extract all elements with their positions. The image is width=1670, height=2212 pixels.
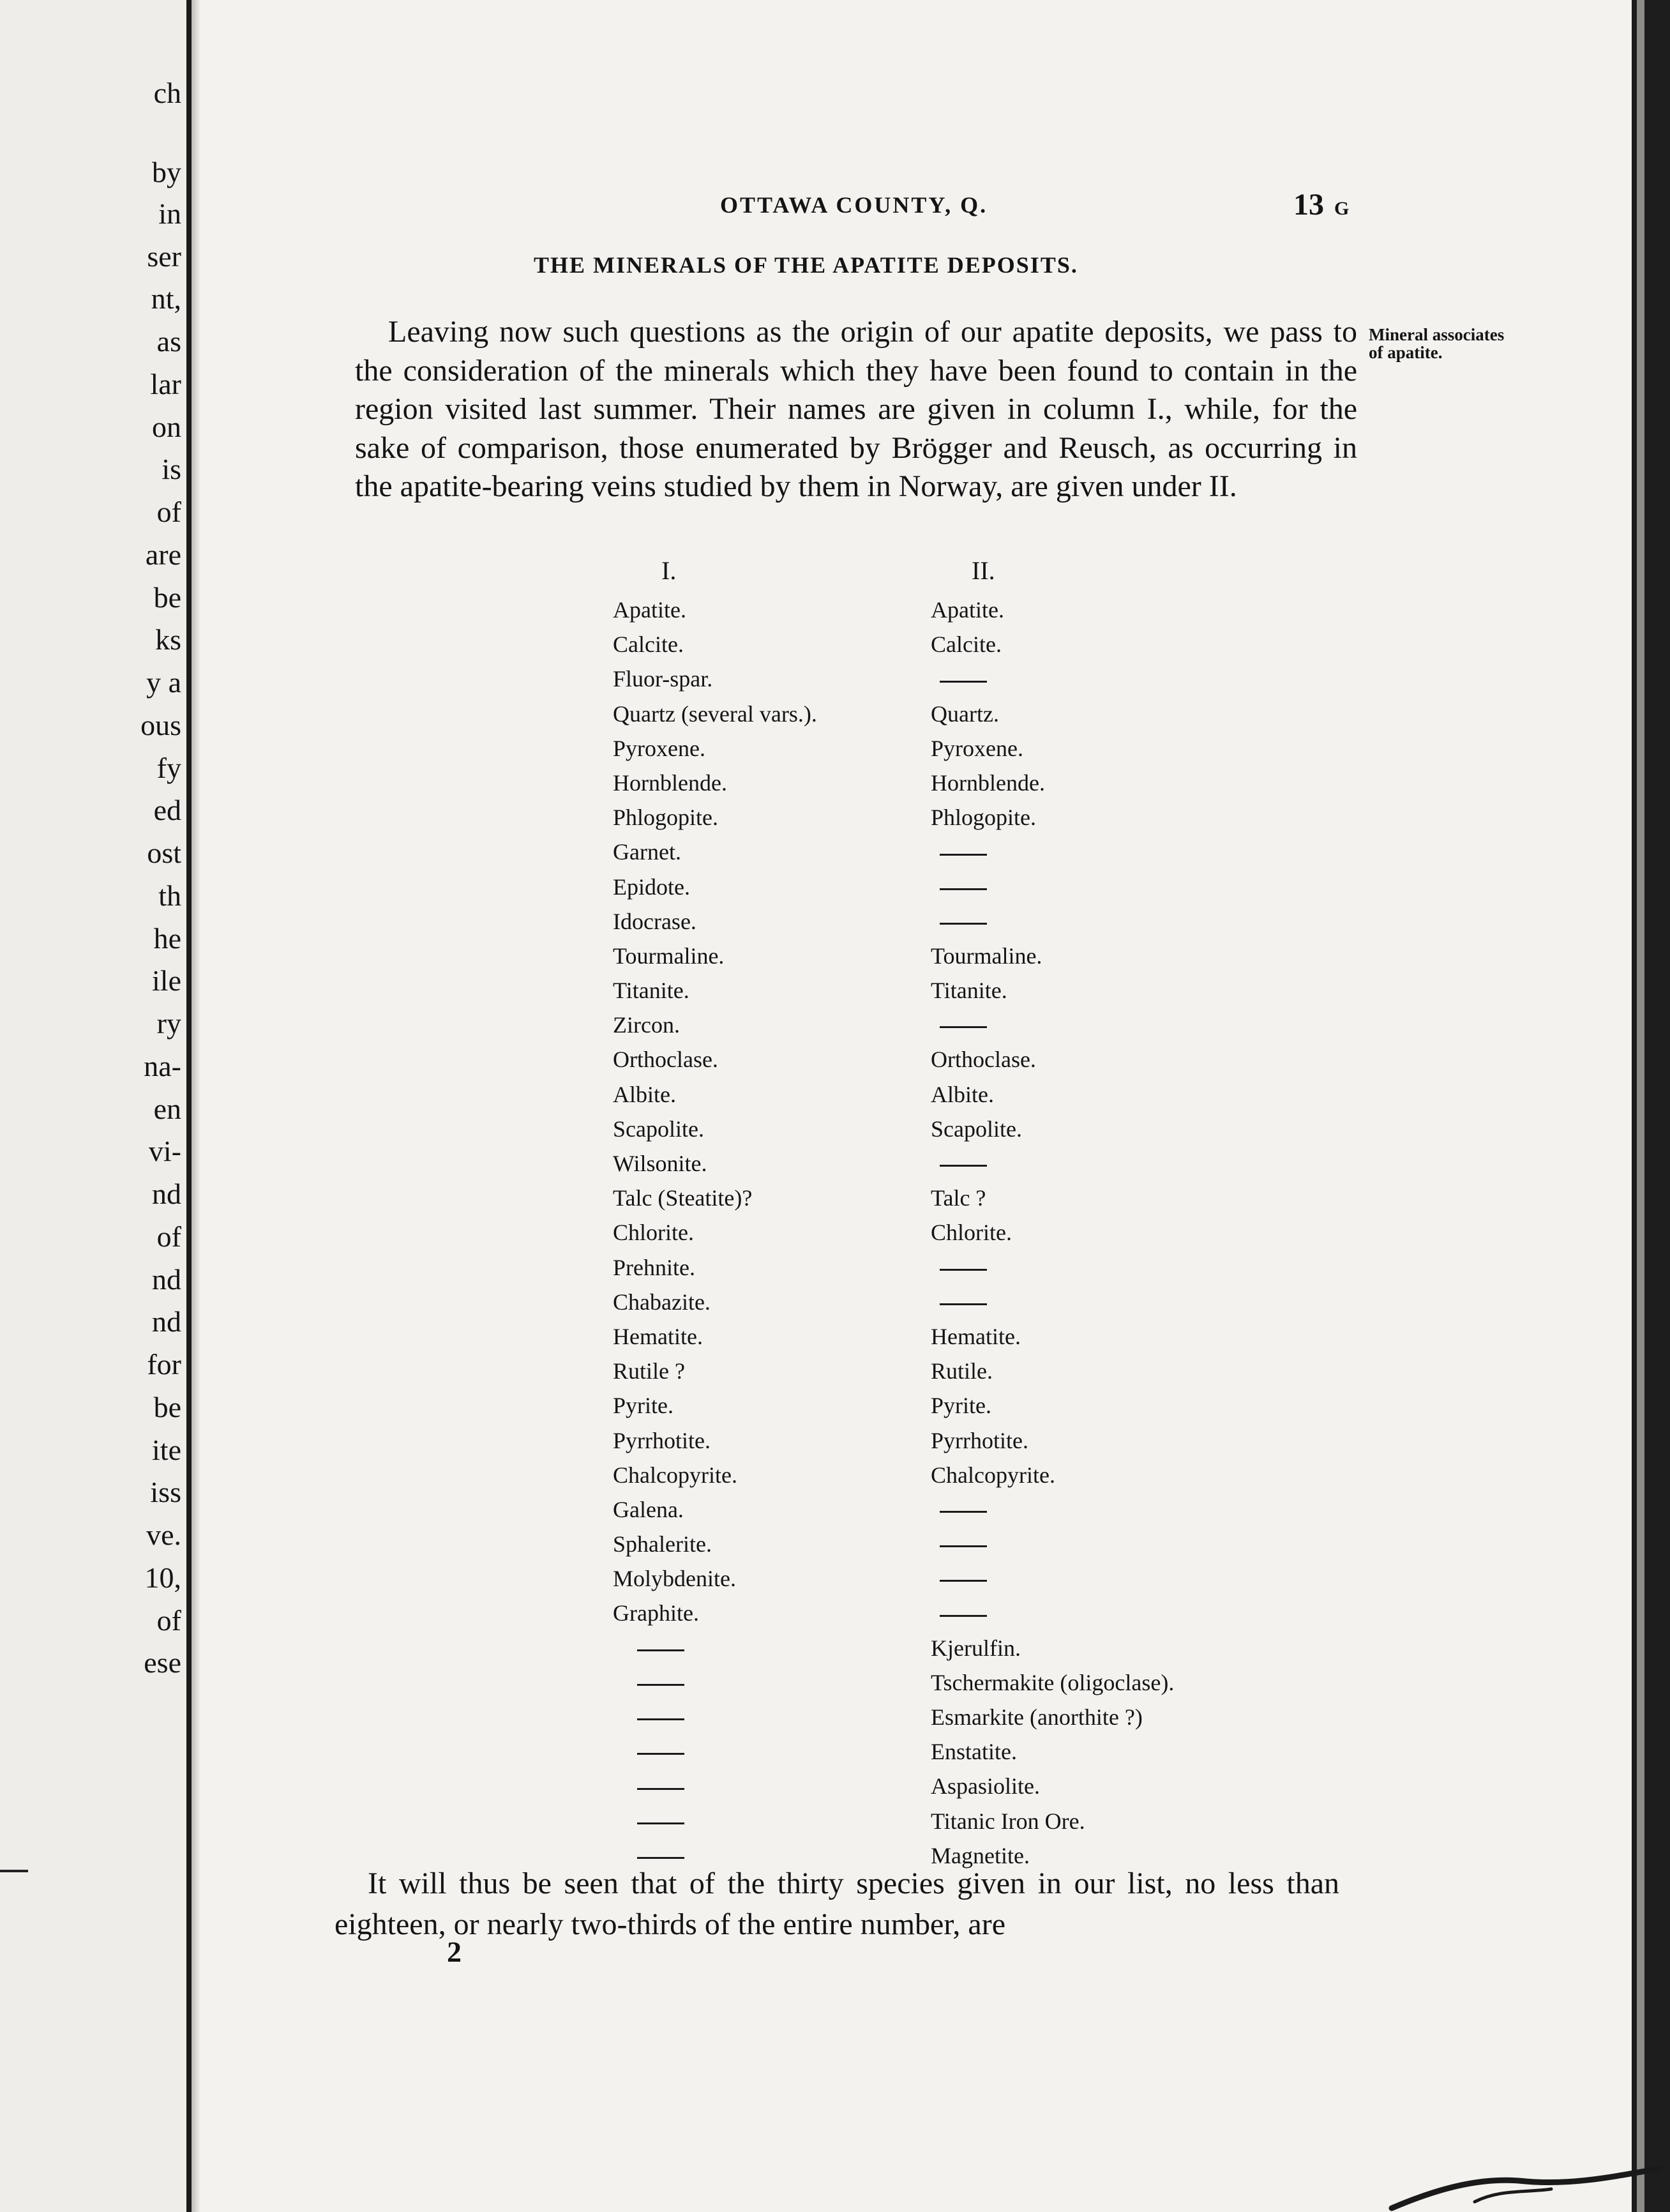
mineral-ii: Hematite. xyxy=(931,1323,1021,1349)
left-page-fragment: nd xyxy=(152,1305,181,1338)
mineral-ii: Tourmaline. xyxy=(931,943,1042,969)
mineral-i: Hornblende. xyxy=(613,769,727,796)
left-page-fragment: of xyxy=(156,1220,181,1253)
left-page-fragment: as xyxy=(156,325,181,358)
left-page-fragment: be xyxy=(153,1391,181,1423)
left-page-fragment: are xyxy=(145,538,181,571)
left-page-fragment: ous xyxy=(140,709,181,741)
column-heading-i: I. xyxy=(661,556,677,585)
mineral-ii: Phlogopite. xyxy=(931,805,1037,831)
mineral-i: Epidote. xyxy=(613,874,690,900)
dash-rule xyxy=(940,923,987,925)
left-page-fragment: ost xyxy=(147,837,181,869)
paper-edge xyxy=(1637,0,1644,2212)
left-page-fragment: nt, xyxy=(151,282,181,315)
mineral-i: Scapolite. xyxy=(613,1116,704,1142)
mineral-ii: Rutile. xyxy=(931,1358,993,1384)
left-page-fragment: ch xyxy=(153,77,181,109)
mineral-i: Graphite. xyxy=(613,1600,699,1626)
absent-dash xyxy=(931,1596,1174,1630)
mineral-i: Idocrase. xyxy=(613,908,696,934)
dash-rule xyxy=(940,1545,987,1547)
mineral-i: Pyroxene. xyxy=(613,735,705,761)
mineral-i: Molybdenite. xyxy=(613,1566,736,1592)
paragraph-conclusion: It will thus be seen that of the thirty species given in our list, no less than eighteen, or nearly two-thirds of the entire number, are xyxy=(335,1867,1339,1941)
left-page-fragment: ite xyxy=(152,1434,181,1466)
left-page-fragment: ed xyxy=(153,794,181,826)
dash-rule xyxy=(940,1580,987,1582)
dash-rule xyxy=(637,1753,684,1755)
left-page-rule xyxy=(0,1870,28,1872)
page-number-suffix: G xyxy=(1334,198,1350,219)
mineral-ii: Orthoclase. xyxy=(931,1047,1036,1073)
margin-note: Mineral associates of apatite. xyxy=(1369,325,1505,362)
left-page-fragment: th xyxy=(158,879,181,912)
mineral-ii: Chalcopyrite. xyxy=(931,1462,1055,1488)
mineral-i: Sphalerite. xyxy=(613,1531,712,1557)
left-page-fragment: on xyxy=(152,411,181,443)
mineral-ii: Quartz. xyxy=(931,701,999,727)
absent-dash xyxy=(931,1250,1174,1285)
left-page-fragment: iss xyxy=(150,1476,181,1508)
left-page-fragment: he xyxy=(153,922,181,955)
left-page-fragment: ks xyxy=(155,623,181,656)
mineral-ii: Pyroxene. xyxy=(931,735,1023,761)
left-page-fragment: of xyxy=(156,1604,181,1637)
mineral-ii: Enstatite. xyxy=(931,1739,1017,1765)
mineral-i: Orthoclase. xyxy=(613,1047,718,1073)
mineral-ii: Albite. xyxy=(931,1081,994,1107)
mineral-ii: Esmarkite (anorthite ?) xyxy=(931,1704,1143,1730)
mineral-i: Quartz (several vars.). xyxy=(613,701,817,727)
left-page-fragment: nd xyxy=(152,1178,181,1210)
left-page-fragment: y a xyxy=(146,666,181,699)
mineral-i: Pyrrhotite. xyxy=(613,1427,711,1453)
mineral-ii: Talc ? xyxy=(931,1185,986,1211)
mineral-i: Wilsonite. xyxy=(613,1151,707,1176)
mineral-ii: Hornblende. xyxy=(931,769,1045,796)
left-page-fragment: 10, xyxy=(144,1561,181,1594)
mineral-i: Talc (Steatite)? xyxy=(613,1185,753,1211)
mineral-ii: Kjerulfin. xyxy=(931,1635,1021,1661)
corner-ink-mark xyxy=(1379,2163,1670,2212)
dash-rule xyxy=(940,681,987,683)
left-page-fragment: vi- xyxy=(148,1135,181,1167)
dash-rule xyxy=(940,1303,987,1305)
mineral-ii: Tschermakite (oligoclase). xyxy=(931,1669,1175,1695)
dash-rule xyxy=(940,1615,987,1617)
mineral-i: Zircon. xyxy=(613,1012,680,1038)
mineral-i: Pyrite. xyxy=(613,1393,673,1419)
absent-dash xyxy=(931,835,1174,869)
mineral-i: Galena. xyxy=(613,1496,684,1522)
left-page-fragment: en xyxy=(153,1093,181,1125)
dash-rule xyxy=(940,1511,987,1513)
mineral-i: Prehnite. xyxy=(613,1254,695,1280)
left-page-fragment: of xyxy=(156,496,181,528)
absent-dash xyxy=(931,1561,1174,1596)
mineral-i: Chlorite. xyxy=(613,1220,694,1246)
absent-dash xyxy=(931,1008,1174,1042)
page-number-value: 13 xyxy=(1293,188,1324,222)
absent-dash xyxy=(613,1769,817,1803)
dash-rule xyxy=(637,1718,684,1720)
mineral-ii: Magnetite. xyxy=(931,1842,1030,1868)
mineral-ii: Chlorite. xyxy=(931,1220,1012,1246)
mineral-ii: Pyrite. xyxy=(931,1393,991,1419)
left-page-fragment: be xyxy=(153,581,181,614)
mineral-i: Fluor-spar. xyxy=(613,666,713,692)
running-header: OTTAWA COUNTY, Q. xyxy=(720,192,988,218)
mineral-i: Tourmaline. xyxy=(613,943,725,969)
dash-rule xyxy=(637,1684,684,1686)
dash-rule xyxy=(940,888,987,890)
left-page-fragment: fy xyxy=(156,752,181,784)
mineral-i: Hematite. xyxy=(613,1323,703,1349)
mineral-i: Garnet. xyxy=(613,839,681,865)
column-heading-ii: II. xyxy=(972,556,995,585)
left-page-fragment: ese xyxy=(144,1646,181,1679)
mineral-ii: Scapolite. xyxy=(931,1116,1022,1142)
page-number xyxy=(1293,187,1349,222)
left-page-fragment: by xyxy=(152,156,181,188)
paragraph-intro: Leaving now such questions as the origin of our apatite deposits, we pass to the consideration of the minerals which they have been found to contain in the region visited last summer. Their names are given in column I., while, for the sake of comparison, those enumerated by Brögger and Reusch, as occurring in the apatite-bearing veins studied by them in Norway, are given under II. xyxy=(355,315,1357,503)
mineral-column-ii xyxy=(931,593,1174,1873)
absent-dash xyxy=(931,904,1174,939)
mineral-ii: Titanic Iron Ore. xyxy=(931,1808,1085,1834)
mineral-i: Apatite. xyxy=(613,597,686,623)
absent-dash xyxy=(931,870,1174,904)
left-page-fragment: lar xyxy=(150,368,181,400)
absent-dash xyxy=(613,1700,817,1734)
mineral-i: Calcite. xyxy=(613,632,684,658)
absent-dash xyxy=(931,1285,1174,1319)
mineral-column-i xyxy=(613,593,817,1873)
absent-dash xyxy=(931,662,1174,696)
mineral-i: Titanite. xyxy=(613,978,689,1004)
mineral-ii: Titanite. xyxy=(931,978,1007,1004)
absent-dash xyxy=(613,1734,817,1769)
mineral-i: Rutile ? xyxy=(613,1358,685,1384)
left-page-fragment: ser xyxy=(147,240,181,273)
absent-dash xyxy=(613,1631,817,1665)
dash-rule xyxy=(637,1857,684,1859)
dash-rule xyxy=(940,1269,987,1271)
dash-rule xyxy=(940,854,987,856)
dash-rule xyxy=(637,1649,684,1651)
left-page-fragment: ry xyxy=(156,1007,181,1040)
dash-rule xyxy=(940,1165,987,1167)
dash-rule xyxy=(637,1788,684,1790)
left-page-fragment: for xyxy=(147,1348,181,1381)
section-title: THE MINERALS OF THE APATITE DEPOSITS. xyxy=(534,252,1078,278)
left-page-fragment: ve. xyxy=(146,1519,181,1551)
dash-rule xyxy=(940,1026,987,1028)
mineral-i: Phlogopite. xyxy=(613,805,719,831)
absent-dash xyxy=(613,1804,817,1838)
mineral-i: Albite. xyxy=(613,1081,676,1107)
signature-mark: 2 xyxy=(447,1936,462,1968)
mineral-i: Chalcopyrite. xyxy=(613,1462,737,1488)
absent-dash xyxy=(931,1492,1174,1527)
mineral-ii: Aspasiolite. xyxy=(931,1773,1040,1799)
absent-dash xyxy=(931,1527,1174,1561)
left-page-fragment: is xyxy=(162,453,181,485)
left-page-fragment: in xyxy=(158,197,181,230)
dash-rule xyxy=(637,1822,684,1824)
mineral-ii: Pyrrhotite. xyxy=(931,1427,1028,1453)
left-page-strip xyxy=(0,0,192,2212)
page-gutter xyxy=(192,0,200,2212)
mineral-ii: Calcite. xyxy=(931,632,1002,658)
absent-dash xyxy=(931,1146,1174,1181)
absent-dash xyxy=(613,1665,817,1700)
right-page-edge xyxy=(1632,0,1670,2212)
left-page-fragment: nd xyxy=(152,1263,181,1296)
mineral-ii: Apatite. xyxy=(931,597,1004,623)
mineral-i: Chabazite. xyxy=(613,1289,711,1315)
left-page-fragment: ile xyxy=(152,964,181,997)
left-page-fragment: na- xyxy=(144,1050,181,1082)
